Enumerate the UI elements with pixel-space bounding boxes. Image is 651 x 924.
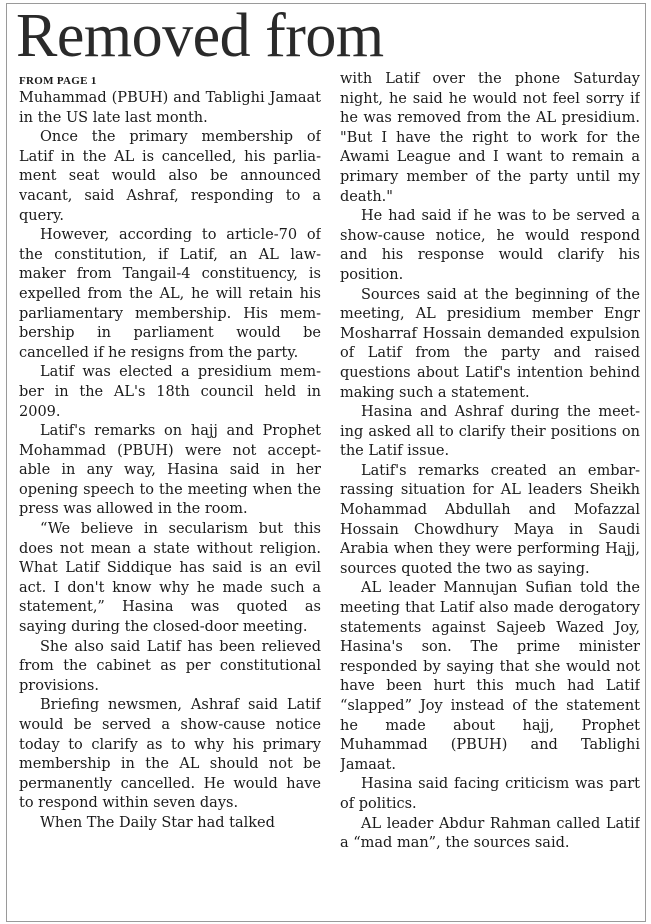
paragraph: Latif's remarks on hajj and Prophet Mohammad (PBUH) were not acceptable in any way, Hasina said in her opening speech to the meeting when the press was allowed in the room. [19, 423, 321, 518]
paragraph: Hasina and Ashraf during the meeting asked all to clarify their positions on the Latif issue. [340, 404, 640, 460]
paragraph: He had said if he was to be served a show-cause notice, he would respond and his response would clarify his position. [340, 208, 640, 283]
paragraph: Briefing newsmen, Ashraf said Latif would be served a show-cause notice today to clarify as to why his primary membership in the AL should not be permanently cancelled. He would have to respond within seven days. [19, 697, 321, 812]
paragraph: Muhammad (PBUH) and Tablighi Jamaat in the US late last month. [19, 90, 321, 126]
column-left [19, 70, 321, 918]
dateline: FROM PAGE 1 [19, 75, 97, 87]
paragraph: AL leader Abdur Rahman called Latif a “mad man”, the sources said. [340, 815, 640, 852]
paragraph: Latif's remarks created an embarrassing situation for AL leaders Sheikh Mohammad Abdullah and Mofazzal Hossain Chowdhury Maya in Saudi Arabia when they were performing Hajj, sources quoted the two as saying. [340, 462, 640, 577]
headline: Removed from [16, 2, 384, 70]
paragraph: Latif was elected a presidium member in the AL's 18th council held in 2009. [19, 364, 321, 420]
paragraph: Sources said at the beginning of the meeting, AL presidium member Engr Mosharraf Hossain demanded expulsion of Latif from the party and raised questions about Latif's intention behind making such a statement. [340, 286, 640, 401]
paragraph: with Latif over the phone Saturday night, he said he would not feel sorry if he was removed from the AL presidium. "But I have the right to work for the Awami League and I want to remain a primary member of the party until my death." [340, 71, 640, 205]
paragraph: She also said Latif has been relieved from the cabinet as per constitutional provisions. [19, 638, 321, 694]
paragraph: AL leader Mannujan Sufian told the meeting that Latif also made derogatory statements against Sajeeb Wazed Joy, Hasina's son. The prime minister responded by saying that she would not have been hurt this much had Latif “slapped” Joy instead of the statement he made about hajj, Prophet Muhammad (PBUH) and Tablighi Jamaat. [340, 580, 640, 773]
column-right [340, 70, 640, 918]
paragraph: Hasina said facing criticism was part of politics. [340, 776, 640, 812]
paragraph: “We believe in secularism but this does not mean a state without religion. What Latif Siddique has said is an evil act. I don't know why he made such a statement,” Hasina was quoted as saying during the closed-door meeting. [19, 521, 321, 636]
paragraph: Once the primary membership of Latif in the AL is cancelled, his parliament seat would also be announced vacant, said Ashraf, responding to a query. [19, 129, 321, 224]
paragraph: When The Daily Star had talked [40, 814, 275, 831]
paragraph: However, according to article-70 of the constitution, if Latif, an AL lawmaker from Tangail-4 constituency, is expelled from the AL, he will retain his parliamentary membership. His membership in parliament would be cancelled if he resigns from the party. [19, 227, 321, 361]
